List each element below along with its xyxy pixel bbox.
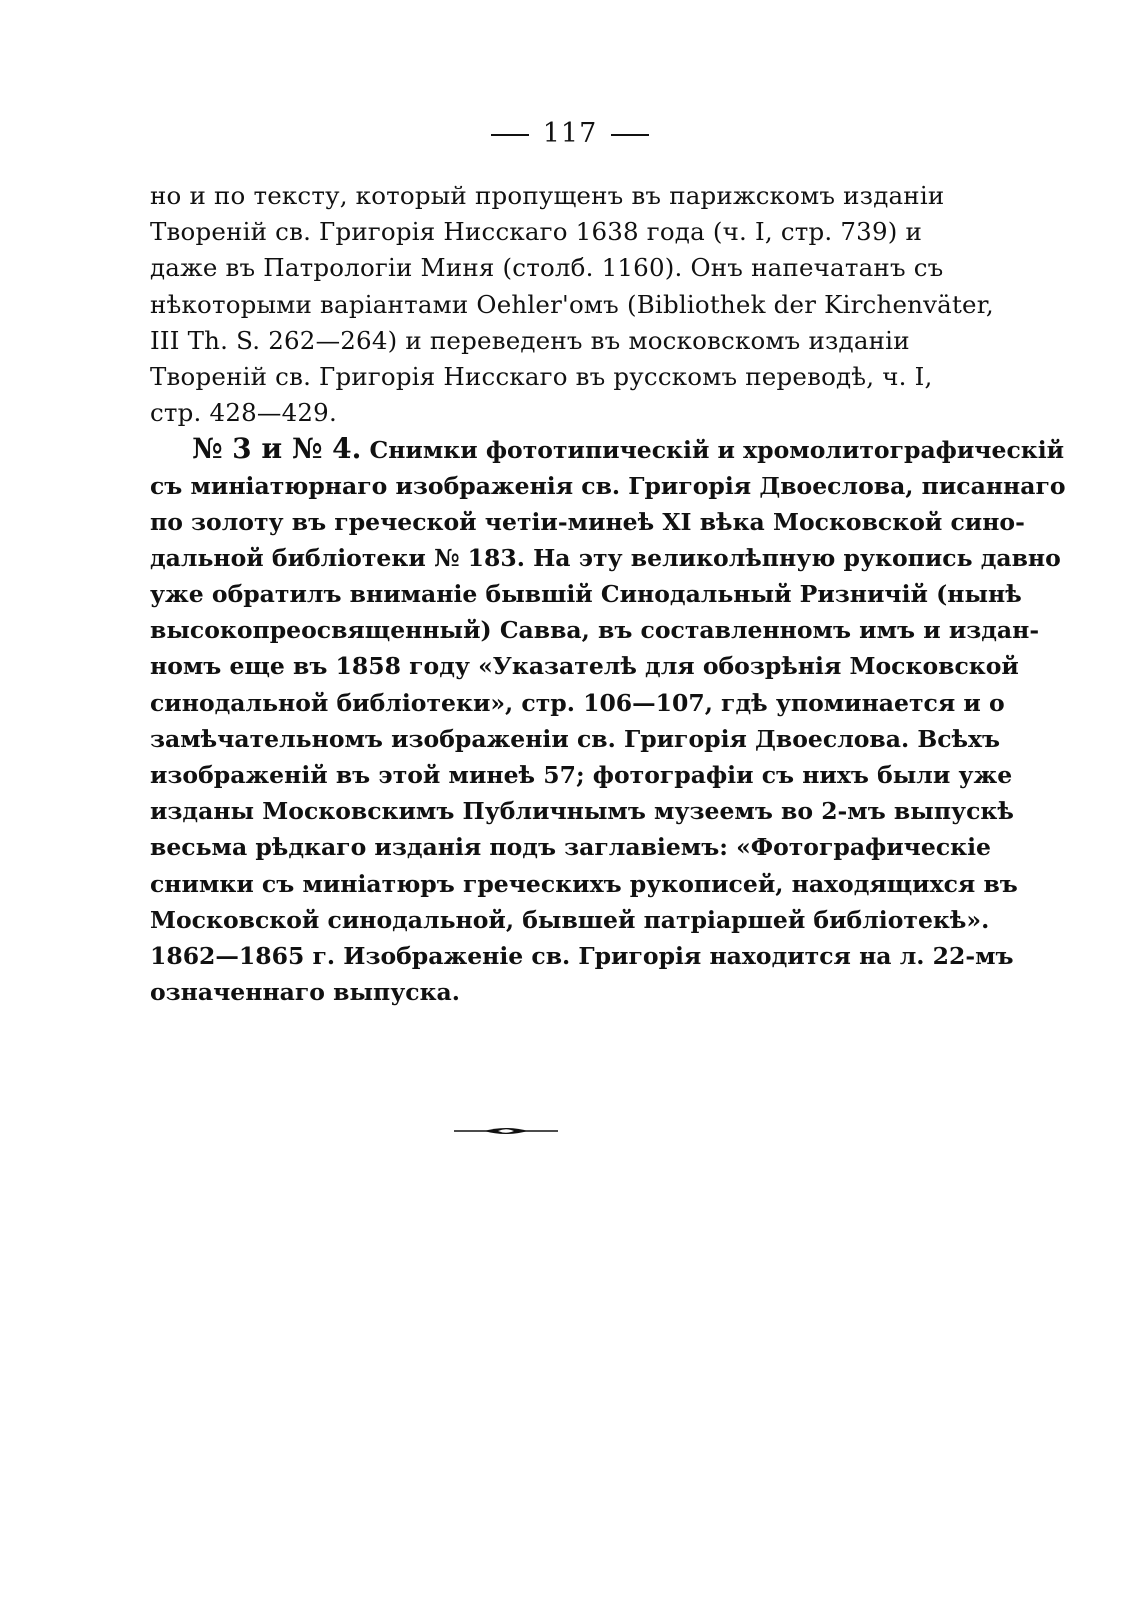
- text-line: но и по тексту, который пропущенъ въ парижскомъ изданіи: [150, 181, 945, 210]
- text-line: нѣкоторыми варіантами Oehler'омъ (Bibliothek der Kirchenväter,: [150, 289, 994, 319]
- text-line: Твореній св. Григорія Нисскаго 1638 года (ч. I, стр. 739) и: [150, 217, 923, 247]
- text-line: весьма рѣдкаго изданія подъ заглавіемъ: «Фотографическіе: [150, 833, 991, 862]
- text-line: III Th. S. 262—264) и переведенъ въ московскомъ изданіи: [150, 325, 910, 355]
- text-line: высокопреосвященный) Савва, въ составленномъ имъ и издан-: [150, 616, 1040, 645]
- page-body: [150, 178, 1066, 1010]
- page-number-dash-right: [611, 134, 649, 136]
- item-numbers: № 3 и № 4.: [192, 432, 362, 466]
- end-ornament-icon: [454, 1124, 558, 1138]
- lead-line-text: Снимки фототипическій и хромолитографическій: [369, 436, 1065, 465]
- text-line: изданы Московскимъ Публичнымъ музеемъ во 2-мъ выпускѣ: [150, 797, 1014, 826]
- page-number-dash-left: [491, 134, 529, 136]
- text-line: изображеній въ этой минеѣ 57; фотографіи съ нихъ были уже: [150, 761, 1013, 789]
- paragraph-continuation: [150, 178, 994, 431]
- paragraph-lead-line: [150, 431, 1065, 467]
- text-line: означеннаго выпуска.: [150, 978, 460, 1007]
- text-line: съ миніатюрнаго изображенія св. Григорія Двоеслова, писаннаго: [150, 471, 1066, 500]
- paragraph-items-3-4: [150, 431, 1066, 1010]
- text-line: снимки съ миніатюръ греческихъ рукописей, находящихся въ: [150, 869, 1018, 898]
- page-number: [0, 118, 1140, 149]
- text-line: Московской синодальной, бывшей патріаршей библіотекѣ».: [150, 905, 990, 934]
- text-line: замѣчательномъ изображеніи св. Григорія Двоеслова. Всѣхъ: [150, 724, 1001, 753]
- text-line: 1862—1865 г. Изображеніе св. Григорія находится на л. 22-мъ: [150, 941, 1014, 970]
- text-line: синодальной библіотеки», стр. 106—107, гдѣ упоминается и о: [150, 688, 1005, 717]
- text-line: даже въ Патрологіи Миня (столб. 1160). Онъ напечатанъ съ: [150, 253, 944, 283]
- text-line: стр. 428—429.: [150, 398, 337, 428]
- text-line: по золоту въ греческой четіи-минеѣ XI вѣка Московской сино-: [150, 507, 1025, 536]
- text-line: дальной библіотеки № 183. На эту великолѣпную рукопись давно: [150, 543, 1061, 572]
- text-line: номъ еще въ 1858 году «Указателѣ для обозрѣнія Московской: [150, 652, 1019, 681]
- text-line: уже обратилъ вниманіе бывшій Синодальный Ризничій (нынѣ: [150, 580, 1022, 609]
- page-number-value: 117: [542, 118, 598, 149]
- text-line: Твореній св. Григорія Нисскаго въ русскомъ переводѣ, ч. I,: [150, 361, 933, 391]
